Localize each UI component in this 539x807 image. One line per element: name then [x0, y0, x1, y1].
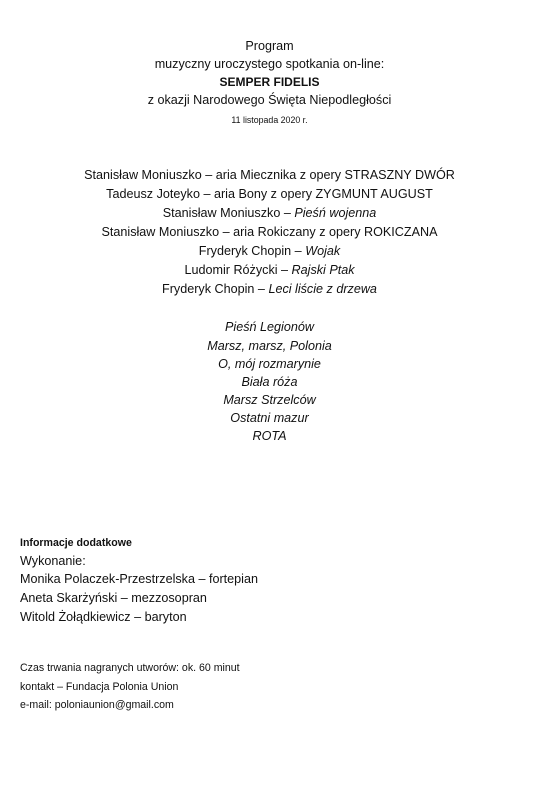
song-item: Ostatni mazur — [230, 411, 309, 425]
program-item: Stanisław Moniuszko – aria Rokiczany z opery ROKICZANA — [101, 225, 438, 239]
performer-item: Aneta Skarżyński – mezzosopran — [20, 591, 207, 605]
contact-line: kontakt – Fundacja Polonia Union — [20, 681, 179, 693]
info-heading: Informacje dodatkowe — [20, 537, 132, 549]
song-item: O, mój rozmarynie — [218, 357, 321, 371]
performer-item: Monika Polaczek-Przestrzelska – fortepian — [20, 572, 258, 586]
program-item: Tadeusz Joteyko – aria Bony z opery ZYGMUNT AUGUST — [106, 187, 433, 201]
song-item: ROTA — [252, 429, 287, 443]
program-item: Fryderyk Chopin – Leci liście z drzewa — [162, 282, 377, 296]
program-item: Stanisław Moniuszko – aria Miecznika z opery STRASZNY DWÓR — [84, 168, 455, 182]
song-item: Marsz, marsz, Polonia — [207, 339, 332, 353]
program-item: Fryderyk Chopin – Wojak — [198, 244, 341, 258]
header-line-program: Program — [245, 39, 294, 53]
program-item: Stanisław Moniuszko – Pieśń wojenna — [162, 206, 377, 220]
song-item: Pieśń Legionów — [225, 320, 314, 334]
performer-item: Witold Żołądkiewicz – baryton — [20, 610, 187, 624]
song-item: Biała róża — [241, 375, 298, 389]
event-date: 11 listopada 2020 r. — [231, 115, 308, 125]
program-item: Ludomir Różycki – Rajski Ptak — [184, 263, 355, 277]
header-line-subtitle: muzyczny uroczystego spotkania on-line: — [154, 57, 385, 71]
event-title: SEMPER FIDELIS — [219, 75, 320, 89]
duration-note: Czas trwania nagranych utworów: ok. 60 minut — [20, 662, 240, 674]
performance-label: Wykonanie: — [20, 554, 86, 568]
occasion-line: z okazji Narodowego Święta Niepodległości — [147, 93, 392, 107]
song-item: Marsz Strzelców — [223, 393, 316, 407]
email-line: e-mail: poloniaunion@gmail.com — [20, 699, 174, 711]
